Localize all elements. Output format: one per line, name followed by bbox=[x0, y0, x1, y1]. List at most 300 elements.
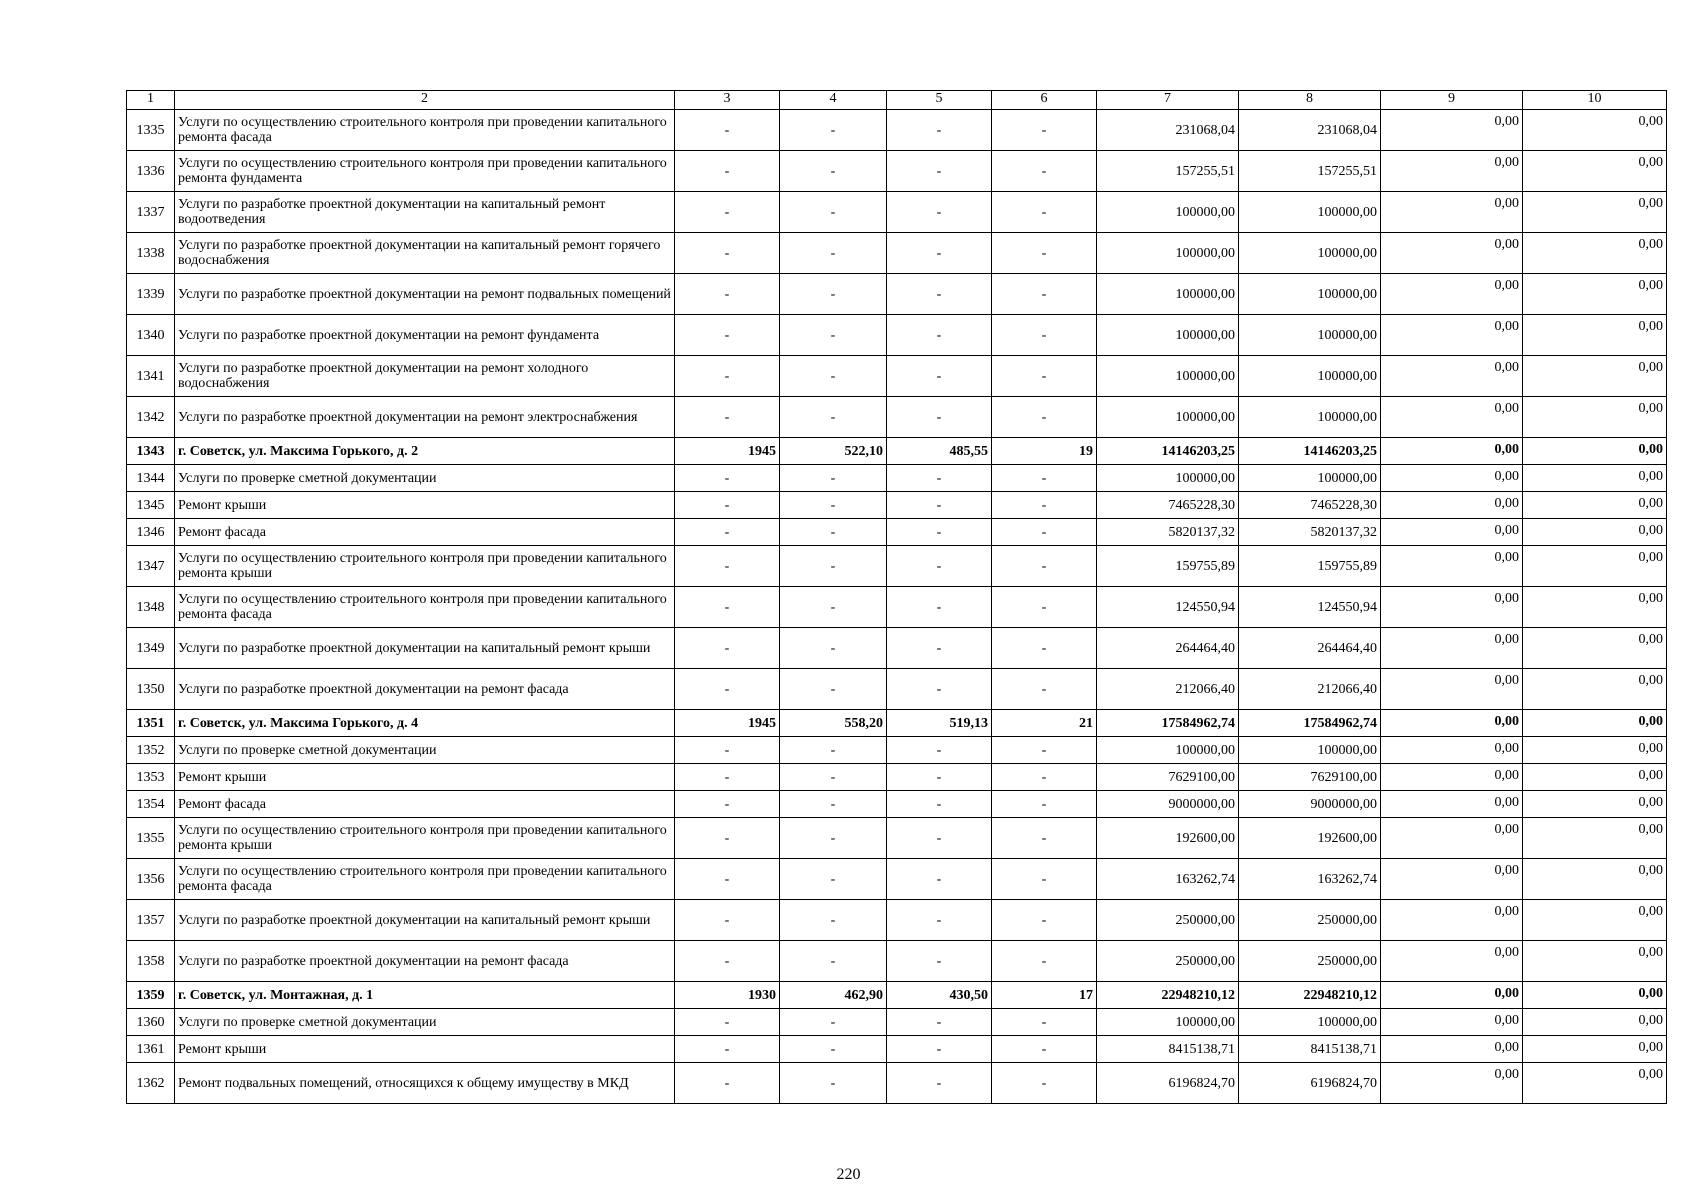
area-cell: - bbox=[780, 1063, 887, 1104]
year-cell: - bbox=[675, 900, 780, 941]
cost-cell: 0,00 bbox=[1523, 492, 1667, 519]
cost-cell: 9000000,00 bbox=[1239, 791, 1381, 818]
total-cost-cell: 100000,00 bbox=[1097, 737, 1239, 764]
cost-cell: 100000,00 bbox=[1239, 233, 1381, 274]
residents-cell: - bbox=[992, 941, 1097, 982]
living-area-cell: 519,13 bbox=[887, 710, 992, 737]
year-cell: - bbox=[675, 941, 780, 982]
area-cell: - bbox=[780, 900, 887, 941]
year-cell: - bbox=[675, 1009, 780, 1036]
table-row bbox=[127, 900, 1667, 941]
service-name-cell: Услуги по разработке проектной документации на ремонт подвальных помещений bbox=[175, 274, 675, 315]
row-number-cell: 1359 bbox=[127, 982, 175, 1009]
table-row bbox=[127, 941, 1667, 982]
area-cell: - bbox=[780, 519, 887, 546]
year-cell: - bbox=[675, 233, 780, 274]
residents-cell: - bbox=[992, 669, 1097, 710]
cost-cell: 14146203,25 bbox=[1239, 438, 1381, 465]
living-area-cell: - bbox=[887, 315, 992, 356]
row-number-cell: 1339 bbox=[127, 274, 175, 315]
header-cell: 8 bbox=[1239, 91, 1381, 110]
residents-cell: - bbox=[992, 818, 1097, 859]
cost-cell: 0,00 bbox=[1523, 859, 1667, 900]
row-number-cell: 1337 bbox=[127, 192, 175, 233]
cost-cell: 0,00 bbox=[1381, 546, 1523, 587]
service-name-cell: г. Советск, ул. Максима Горького, д. 2 bbox=[175, 438, 675, 465]
cost-cell: 0,00 bbox=[1381, 628, 1523, 669]
service-name-cell: Услуги по осуществлению строительного контроля при проведении капитального ремонта крыши bbox=[175, 546, 675, 587]
living-area-cell: - bbox=[887, 669, 992, 710]
living-area-cell: - bbox=[887, 151, 992, 192]
area-cell: - bbox=[780, 151, 887, 192]
service-name-cell: Услуги по разработке проектной документации на ремонт фасада bbox=[175, 941, 675, 982]
cost-cell: 0,00 bbox=[1381, 274, 1523, 315]
service-name-cell: Услуги по разработке проектной документации на капитальный ремонт водоотведения bbox=[175, 192, 675, 233]
living-area-cell: - bbox=[887, 587, 992, 628]
cost-cell: 0,00 bbox=[1523, 192, 1667, 233]
residents-cell: - bbox=[992, 465, 1097, 492]
living-area-cell: - bbox=[887, 859, 992, 900]
residents-cell: - bbox=[992, 764, 1097, 791]
table-row bbox=[127, 791, 1667, 818]
area-cell: - bbox=[780, 110, 887, 151]
row-number-cell: 1338 bbox=[127, 233, 175, 274]
year-cell: - bbox=[675, 546, 780, 587]
table-row bbox=[127, 1063, 1667, 1104]
residents-cell: - bbox=[992, 233, 1097, 274]
register-table-container bbox=[126, 90, 1666, 1104]
total-cost-cell: 124550,94 bbox=[1097, 587, 1239, 628]
cost-cell: 0,00 bbox=[1523, 737, 1667, 764]
cost-cell: 0,00 bbox=[1523, 1009, 1667, 1036]
service-name-cell: Услуги по разработке проектной документации на капитальный ремонт крыши bbox=[175, 628, 675, 669]
cost-cell: 0,00 bbox=[1381, 941, 1523, 982]
area-cell: - bbox=[780, 628, 887, 669]
cost-cell: 0,00 bbox=[1523, 791, 1667, 818]
page-number: 220 bbox=[836, 1166, 861, 1183]
row-number-cell: 1353 bbox=[127, 764, 175, 791]
service-name-cell: Услуги по разработке проектной документации на капитальный ремонт горячего водоснабжения bbox=[175, 233, 675, 274]
total-cost-cell: 250000,00 bbox=[1097, 900, 1239, 941]
cost-cell: 100000,00 bbox=[1239, 315, 1381, 356]
cost-cell: 0,00 bbox=[1523, 274, 1667, 315]
table-row bbox=[127, 233, 1667, 274]
year-cell: - bbox=[675, 818, 780, 859]
living-area-cell: 485,55 bbox=[887, 438, 992, 465]
row-number-cell: 1352 bbox=[127, 737, 175, 764]
table-row bbox=[127, 356, 1667, 397]
cost-cell: 0,00 bbox=[1381, 859, 1523, 900]
service-name-cell: Услуги по разработке проектной документации на ремонт фундамента bbox=[175, 315, 675, 356]
area-cell: - bbox=[780, 859, 887, 900]
year-cell: - bbox=[675, 791, 780, 818]
cost-cell: 0,00 bbox=[1381, 1009, 1523, 1036]
total-cost-cell: 250000,00 bbox=[1097, 941, 1239, 982]
cost-cell: 8415138,71 bbox=[1239, 1036, 1381, 1063]
residents-cell: - bbox=[992, 315, 1097, 356]
area-cell: 558,20 bbox=[780, 710, 887, 737]
year-cell: - bbox=[675, 1036, 780, 1063]
total-cost-cell: 264464,40 bbox=[1097, 628, 1239, 669]
residents-cell: 17 bbox=[992, 982, 1097, 1009]
cost-cell: 0,00 bbox=[1381, 818, 1523, 859]
residents-cell: - bbox=[992, 151, 1097, 192]
cost-cell: 0,00 bbox=[1381, 1063, 1523, 1104]
row-number-cell: 1341 bbox=[127, 356, 175, 397]
living-area-cell: - bbox=[887, 110, 992, 151]
service-name-cell: Ремонт фасада bbox=[175, 791, 675, 818]
cost-cell: 0,00 bbox=[1523, 519, 1667, 546]
cost-cell: 0,00 bbox=[1523, 982, 1667, 1009]
cost-cell: 0,00 bbox=[1381, 737, 1523, 764]
cost-cell: 100000,00 bbox=[1239, 397, 1381, 438]
area-cell: - bbox=[780, 587, 887, 628]
cost-cell: 0,00 bbox=[1381, 519, 1523, 546]
year-cell: - bbox=[675, 737, 780, 764]
area-cell: - bbox=[780, 1009, 887, 1036]
year-cell: 1930 bbox=[675, 982, 780, 1009]
cost-cell: 0,00 bbox=[1381, 791, 1523, 818]
row-number-cell: 1336 bbox=[127, 151, 175, 192]
table-row bbox=[127, 465, 1667, 492]
cost-cell: 0,00 bbox=[1523, 669, 1667, 710]
residents-cell: - bbox=[992, 791, 1097, 818]
year-cell: 1945 bbox=[675, 710, 780, 737]
area-cell: - bbox=[780, 546, 887, 587]
cost-cell: 100000,00 bbox=[1239, 465, 1381, 492]
residents-cell: 19 bbox=[992, 438, 1097, 465]
area-cell: - bbox=[780, 397, 887, 438]
service-name-cell: Услуги по осуществлению строительного контроля при проведении капитального ремонта фасада bbox=[175, 859, 675, 900]
address-row bbox=[127, 710, 1667, 737]
table-row bbox=[127, 1009, 1667, 1036]
service-name-cell: Услуги по осуществлению строительного контроля при проведении капитального ремонта крыши bbox=[175, 818, 675, 859]
living-area-cell: - bbox=[887, 737, 992, 764]
total-cost-cell: 100000,00 bbox=[1097, 233, 1239, 274]
cost-cell: 7465228,30 bbox=[1239, 492, 1381, 519]
total-cost-cell: 231068,04 bbox=[1097, 110, 1239, 151]
cost-cell: 6196824,70 bbox=[1239, 1063, 1381, 1104]
area-cell: - bbox=[780, 315, 887, 356]
year-cell: - bbox=[675, 1063, 780, 1104]
table-row bbox=[127, 274, 1667, 315]
cost-cell: 0,00 bbox=[1523, 710, 1667, 737]
service-name-cell: Услуги по проверке сметной документации bbox=[175, 1009, 675, 1036]
cost-cell: 231068,04 bbox=[1239, 110, 1381, 151]
table-row bbox=[127, 192, 1667, 233]
area-cell: - bbox=[780, 192, 887, 233]
cost-cell: 0,00 bbox=[1381, 397, 1523, 438]
living-area-cell: - bbox=[887, 791, 992, 818]
table-row bbox=[127, 110, 1667, 151]
total-cost-cell: 159755,89 bbox=[1097, 546, 1239, 587]
cost-cell: 0,00 bbox=[1381, 900, 1523, 941]
cost-cell: 0,00 bbox=[1523, 315, 1667, 356]
cost-cell: 0,00 bbox=[1523, 356, 1667, 397]
living-area-cell: - bbox=[887, 1009, 992, 1036]
total-cost-cell: 5820137,32 bbox=[1097, 519, 1239, 546]
table-row bbox=[127, 628, 1667, 669]
cost-cell: 157255,51 bbox=[1239, 151, 1381, 192]
table-row bbox=[127, 737, 1667, 764]
cost-cell: 0,00 bbox=[1523, 900, 1667, 941]
table-row bbox=[127, 669, 1667, 710]
cost-cell: 0,00 bbox=[1381, 710, 1523, 737]
living-area-cell: - bbox=[887, 900, 992, 941]
residents-cell: - bbox=[992, 356, 1097, 397]
total-cost-cell: 22948210,12 bbox=[1097, 982, 1239, 1009]
living-area-cell: - bbox=[887, 397, 992, 438]
total-cost-cell: 7629100,00 bbox=[1097, 764, 1239, 791]
header-cell: 5 bbox=[887, 91, 992, 110]
cost-cell: 0,00 bbox=[1381, 587, 1523, 628]
cost-cell: 0,00 bbox=[1523, 1036, 1667, 1063]
cost-cell: 0,00 bbox=[1381, 356, 1523, 397]
cost-cell: 0,00 bbox=[1381, 764, 1523, 791]
header-cell: 6 bbox=[992, 91, 1097, 110]
header-cell: 2 bbox=[175, 91, 675, 110]
year-cell: - bbox=[675, 110, 780, 151]
cost-cell: 0,00 bbox=[1523, 628, 1667, 669]
address-row bbox=[127, 982, 1667, 1009]
row-number-cell: 1342 bbox=[127, 397, 175, 438]
row-number-cell: 1335 bbox=[127, 110, 175, 151]
cost-cell: 124550,94 bbox=[1239, 587, 1381, 628]
total-cost-cell: 100000,00 bbox=[1097, 356, 1239, 397]
cost-cell: 0,00 bbox=[1523, 941, 1667, 982]
cost-cell: 0,00 bbox=[1523, 438, 1667, 465]
service-name-cell: Услуги по проверке сметной документации bbox=[175, 465, 675, 492]
cost-cell: 0,00 bbox=[1523, 546, 1667, 587]
living-area-cell: - bbox=[887, 818, 992, 859]
year-cell: - bbox=[675, 587, 780, 628]
header-cell: 3 bbox=[675, 91, 780, 110]
area-cell: - bbox=[780, 737, 887, 764]
table-row bbox=[127, 397, 1667, 438]
total-cost-cell: 100000,00 bbox=[1097, 192, 1239, 233]
living-area-cell: - bbox=[887, 628, 992, 669]
living-area-cell: - bbox=[887, 519, 992, 546]
cost-cell: 0,00 bbox=[1381, 669, 1523, 710]
row-number-cell: 1346 bbox=[127, 519, 175, 546]
living-area-cell: - bbox=[887, 192, 992, 233]
area-cell: - bbox=[780, 274, 887, 315]
residents-cell: - bbox=[992, 519, 1097, 546]
year-cell: - bbox=[675, 192, 780, 233]
cost-cell: 0,00 bbox=[1381, 982, 1523, 1009]
row-number-cell: 1347 bbox=[127, 546, 175, 587]
cost-cell: 5820137,32 bbox=[1239, 519, 1381, 546]
residents-cell: - bbox=[992, 587, 1097, 628]
row-number-cell: 1357 bbox=[127, 900, 175, 941]
row-number-cell: 1349 bbox=[127, 628, 175, 669]
service-name-cell: Услуги по разработке проектной документации на ремонт фасада bbox=[175, 669, 675, 710]
year-cell: - bbox=[675, 465, 780, 492]
living-area-cell: - bbox=[887, 941, 992, 982]
residents-cell: - bbox=[992, 397, 1097, 438]
header-cell: 10 bbox=[1523, 91, 1667, 110]
year-cell: - bbox=[675, 669, 780, 710]
table-row bbox=[127, 315, 1667, 356]
table-body bbox=[127, 91, 1667, 1104]
row-number-cell: 1362 bbox=[127, 1063, 175, 1104]
total-cost-cell: 100000,00 bbox=[1097, 1009, 1239, 1036]
service-name-cell: Ремонт крыши bbox=[175, 492, 675, 519]
year-cell: - bbox=[675, 764, 780, 791]
residents-cell: - bbox=[992, 737, 1097, 764]
table-row bbox=[127, 587, 1667, 628]
total-cost-cell: 17584962,74 bbox=[1097, 710, 1239, 737]
residents-cell: - bbox=[992, 900, 1097, 941]
area-cell: - bbox=[780, 764, 887, 791]
service-name-cell: Услуги по проверке сметной документации bbox=[175, 737, 675, 764]
total-cost-cell: 100000,00 bbox=[1097, 315, 1239, 356]
year-cell: - bbox=[675, 859, 780, 900]
year-cell: - bbox=[675, 315, 780, 356]
cost-cell: 0,00 bbox=[1381, 465, 1523, 492]
cost-cell: 159755,89 bbox=[1239, 546, 1381, 587]
table-row bbox=[127, 1036, 1667, 1063]
living-area-cell: - bbox=[887, 764, 992, 791]
header-cell: 9 bbox=[1381, 91, 1523, 110]
cost-cell: 264464,40 bbox=[1239, 628, 1381, 669]
cost-cell: 0,00 bbox=[1523, 1063, 1667, 1104]
cost-cell: 0,00 bbox=[1523, 233, 1667, 274]
year-cell: - bbox=[675, 151, 780, 192]
row-number-cell: 1348 bbox=[127, 587, 175, 628]
table-row bbox=[127, 492, 1667, 519]
header-cell: 4 bbox=[780, 91, 887, 110]
service-name-cell: Ремонт крыши bbox=[175, 1036, 675, 1063]
cost-cell: 0,00 bbox=[1381, 438, 1523, 465]
table-row bbox=[127, 764, 1667, 791]
residents-cell: - bbox=[992, 859, 1097, 900]
service-name-cell: Ремонт фасада bbox=[175, 519, 675, 546]
living-area-cell: - bbox=[887, 1036, 992, 1063]
cost-cell: 0,00 bbox=[1381, 233, 1523, 274]
cost-cell: 0,00 bbox=[1381, 192, 1523, 233]
row-number-cell: 1345 bbox=[127, 492, 175, 519]
year-cell: - bbox=[675, 628, 780, 669]
area-cell: 462,90 bbox=[780, 982, 887, 1009]
row-number-cell: 1343 bbox=[127, 438, 175, 465]
row-number-cell: 1361 bbox=[127, 1036, 175, 1063]
total-cost-cell: 100000,00 bbox=[1097, 465, 1239, 492]
year-cell: - bbox=[675, 397, 780, 438]
header-row bbox=[127, 91, 1667, 110]
residents-cell: - bbox=[992, 1036, 1097, 1063]
living-area-cell: - bbox=[887, 546, 992, 587]
residents-cell: - bbox=[992, 192, 1097, 233]
row-number-cell: 1358 bbox=[127, 941, 175, 982]
cost-cell: 163262,74 bbox=[1239, 859, 1381, 900]
total-cost-cell: 6196824,70 bbox=[1097, 1063, 1239, 1104]
cost-cell: 0,00 bbox=[1381, 492, 1523, 519]
cost-cell: 250000,00 bbox=[1239, 900, 1381, 941]
residents-cell: - bbox=[992, 492, 1097, 519]
cost-cell: 17584962,74 bbox=[1239, 710, 1381, 737]
cost-cell: 0,00 bbox=[1523, 397, 1667, 438]
total-cost-cell: 9000000,00 bbox=[1097, 791, 1239, 818]
row-number-cell: 1360 bbox=[127, 1009, 175, 1036]
cost-cell: 0,00 bbox=[1523, 110, 1667, 151]
living-area-cell: 430,50 bbox=[887, 982, 992, 1009]
table-row bbox=[127, 546, 1667, 587]
area-cell: - bbox=[780, 818, 887, 859]
residents-cell: - bbox=[992, 628, 1097, 669]
total-cost-cell: 14146203,25 bbox=[1097, 438, 1239, 465]
row-number-cell: 1355 bbox=[127, 818, 175, 859]
register-table bbox=[126, 90, 1667, 1104]
table-row bbox=[127, 151, 1667, 192]
total-cost-cell: 8415138,71 bbox=[1097, 1036, 1239, 1063]
service-name-cell: г. Советск, ул. Максима Горького, д. 4 bbox=[175, 710, 675, 737]
area-cell: - bbox=[780, 1036, 887, 1063]
header-cell: 7 bbox=[1097, 91, 1239, 110]
address-row bbox=[127, 438, 1667, 465]
cost-cell: 212066,40 bbox=[1239, 669, 1381, 710]
cost-cell: 0,00 bbox=[1381, 1036, 1523, 1063]
area-cell: - bbox=[780, 356, 887, 397]
living-area-cell: - bbox=[887, 492, 992, 519]
area-cell: - bbox=[780, 492, 887, 519]
total-cost-cell: 157255,51 bbox=[1097, 151, 1239, 192]
table-row bbox=[127, 818, 1667, 859]
year-cell: - bbox=[675, 274, 780, 315]
total-cost-cell: 192600,00 bbox=[1097, 818, 1239, 859]
cost-cell: 192600,00 bbox=[1239, 818, 1381, 859]
cost-cell: 100000,00 bbox=[1239, 356, 1381, 397]
area-cell: - bbox=[780, 791, 887, 818]
cost-cell: 22948210,12 bbox=[1239, 982, 1381, 1009]
cost-cell: 0,00 bbox=[1523, 818, 1667, 859]
row-number-cell: 1340 bbox=[127, 315, 175, 356]
living-area-cell: - bbox=[887, 465, 992, 492]
service-name-cell: Ремонт подвальных помещений, относящихся к общему имуществу в МКД bbox=[175, 1063, 675, 1104]
area-cell: 522,10 bbox=[780, 438, 887, 465]
cost-cell: 100000,00 bbox=[1239, 192, 1381, 233]
total-cost-cell: 100000,00 bbox=[1097, 397, 1239, 438]
residents-cell: - bbox=[992, 1009, 1097, 1036]
row-number-cell: 1344 bbox=[127, 465, 175, 492]
table-row bbox=[127, 519, 1667, 546]
cost-cell: 100000,00 bbox=[1239, 1009, 1381, 1036]
service-name-cell: Услуги по осуществлению строительного контроля при проведении капитального ремонта фасада bbox=[175, 587, 675, 628]
row-number-cell: 1350 bbox=[127, 669, 175, 710]
living-area-cell: - bbox=[887, 1063, 992, 1104]
area-cell: - bbox=[780, 465, 887, 492]
service-name-cell: Услуги по осуществлению строительного контроля при проведении капитального ремонта фундамента bbox=[175, 151, 675, 192]
row-number-cell: 1351 bbox=[127, 710, 175, 737]
year-cell: - bbox=[675, 492, 780, 519]
service-name-cell: Ремонт крыши bbox=[175, 764, 675, 791]
service-name-cell: Услуги по разработке проектной документации на капитальный ремонт крыши bbox=[175, 900, 675, 941]
total-cost-cell: 100000,00 bbox=[1097, 274, 1239, 315]
residents-cell: - bbox=[992, 546, 1097, 587]
area-cell: - bbox=[780, 669, 887, 710]
cost-cell: 100000,00 bbox=[1239, 274, 1381, 315]
residents-cell: - bbox=[992, 274, 1097, 315]
living-area-cell: - bbox=[887, 233, 992, 274]
cost-cell: 0,00 bbox=[1523, 151, 1667, 192]
cost-cell: 100000,00 bbox=[1239, 737, 1381, 764]
residents-cell: - bbox=[992, 110, 1097, 151]
total-cost-cell: 163262,74 bbox=[1097, 859, 1239, 900]
table-row bbox=[127, 859, 1667, 900]
cost-cell: 0,00 bbox=[1523, 587, 1667, 628]
year-cell: - bbox=[675, 519, 780, 546]
residents-cell: 21 bbox=[992, 710, 1097, 737]
